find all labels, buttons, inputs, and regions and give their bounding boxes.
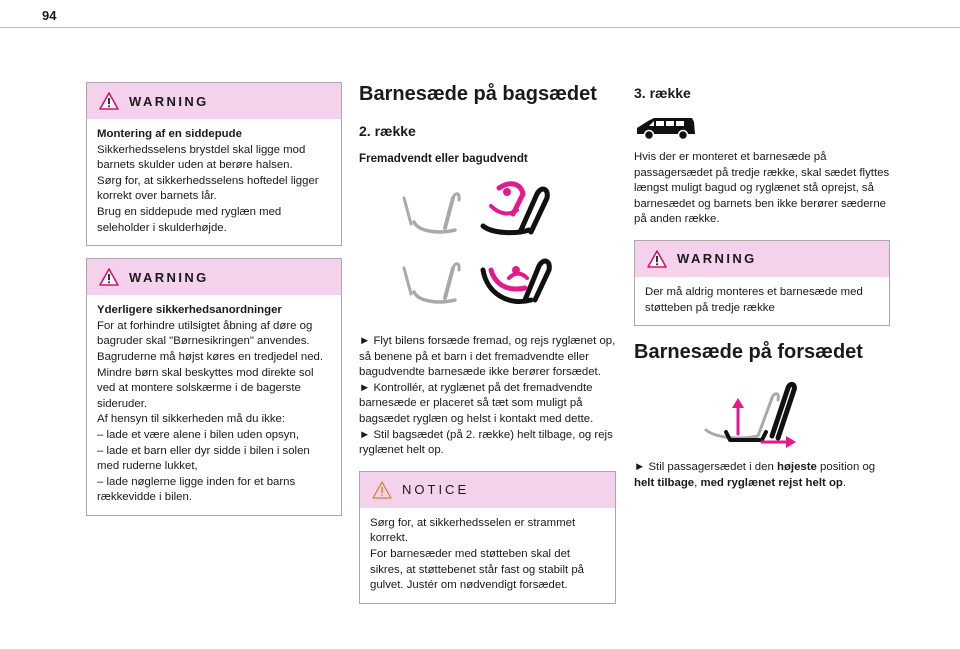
notice-line: Sørg for, at sikkerhedsselen er strammet korrekt. [370,516,576,545]
row-heading: 2. række [359,123,416,139]
warning-icon [99,92,119,110]
warning-box-third-row [634,240,890,326]
front-seat-adjust-icon [700,380,800,448]
seat-figures [359,180,616,314]
van-icon [634,114,698,142]
front-text-part: . [842,476,847,489]
third-row-text: Hvis der er monteret et barnesæde på passagersædet på tredje række, skal sædet flyttes længst muligt bagud og ryglænet stå oprejst, så barnesædet og barnets ben ikke berører sæderne på anden række. [634,151,890,226]
front-text-part: position og [816,461,876,474]
warning-icon [99,268,119,286]
page-number: 94 [42,8,57,23]
notice-box [359,471,616,604]
warning-line: For at forhindre utilsigtet åbning af døre og bagruder skal "Børnesikringen" anvendes. [97,319,313,348]
front-text-part: , [694,476,701,489]
subtitle: Fremadvendt eller bagudvendt [359,152,528,165]
section-heading-front: Barnesæde på forsædet [634,341,863,364]
warning-line: – lade et barn eller dyr sidde i bilen i solen med ruderne lukket, [97,444,310,473]
warning-body [87,119,341,245]
column-right [634,82,890,491]
warning-header [87,259,341,295]
section-heading: Barnesæde på bagsædet [359,83,597,105]
instruction-item: ► Kontrollér, at ryglænet på det fremadvendte barnesæde er placeret så tæt som muligt på bagsædet ryglæn og helst i kontakt med dette. [359,381,594,425]
warning-line: Brug en siddepude med ryglæn med seleholder i skulderhøjde. [97,205,282,234]
front-text-bold: helt tilbage [634,476,695,489]
warning-line: – lade et være alene i bilen uden opsyn, [97,428,300,441]
seat-forward-icon [359,180,616,244]
instructions [359,334,616,459]
warning-icon [647,250,667,268]
notice-line: For barnesæder med støtteben skal det sikres, at støttebenet står fast og stabilt på gulvet. Justér om nødvendigt forsædet. [370,547,584,592]
warning-title: Montering af en siddepude [97,128,242,140]
notice-body [360,508,615,603]
top-rule [0,27,960,28]
warning-label: WARNING [129,269,209,285]
warning-line: Mindre børn skal beskyttes mod direkte sol ved at montere solskærme i de bagerste sideruder. [97,366,314,410]
warning-label: WARNING [129,93,209,109]
front-text-bold: højeste [776,461,817,474]
front-text-part: ► Stil passagersædet i den [634,461,777,474]
warning-header [87,83,341,119]
notice-header [360,472,615,508]
warning-box-safety [86,258,342,516]
instruction-item: ► Flyt bilens forsæde fremad, og rejs ryglænet op, så benene på et barn i det fremadvendte eller bagudvendte barnesæde ikke berører forsædet. [359,335,616,379]
notice-icon [372,481,392,499]
instruction-item: ► Stil bagsædet (på 2. række) helt tilbage, og rejs ryglænet helt op. [359,428,613,457]
column-middle [359,82,616,604]
warning-line: Sørg for, at sikkerhedsselens hoftedel ligger korrekt over barnets lår. [97,174,319,203]
seat-rearward-icon [359,250,616,314]
warning-line: Der må aldrig monteres et barnesæde med støtteben på tredje række [645,285,863,314]
warning-line: Sikkerhedsselens brystdel skal ligge mod barnets skulder uden at berøre halsen. [97,143,306,172]
front-seat-text [634,460,890,491]
warning-box-booster [86,82,342,246]
row-heading: 3. række [634,85,691,101]
warning-header [635,241,889,277]
warning-line: Bagruderne må højst køres en tredjedel ned. [97,350,324,363]
column-left [86,82,342,516]
front-text-bold: med ryglænet rejst helt op [700,476,843,489]
warning-title: Yderligere sikkerhedsanordninger [97,304,282,317]
notice-label: NOTICE [402,482,470,498]
warning-label: WARNING [677,251,757,267]
warning-body [87,295,341,515]
warning-body [635,277,889,325]
warning-line: Af hensyn til sikkerheden må du ikke: [97,413,286,426]
warning-line: – lade nøglerne ligge inden for et barns rækkevidde i bilen. [97,475,296,504]
